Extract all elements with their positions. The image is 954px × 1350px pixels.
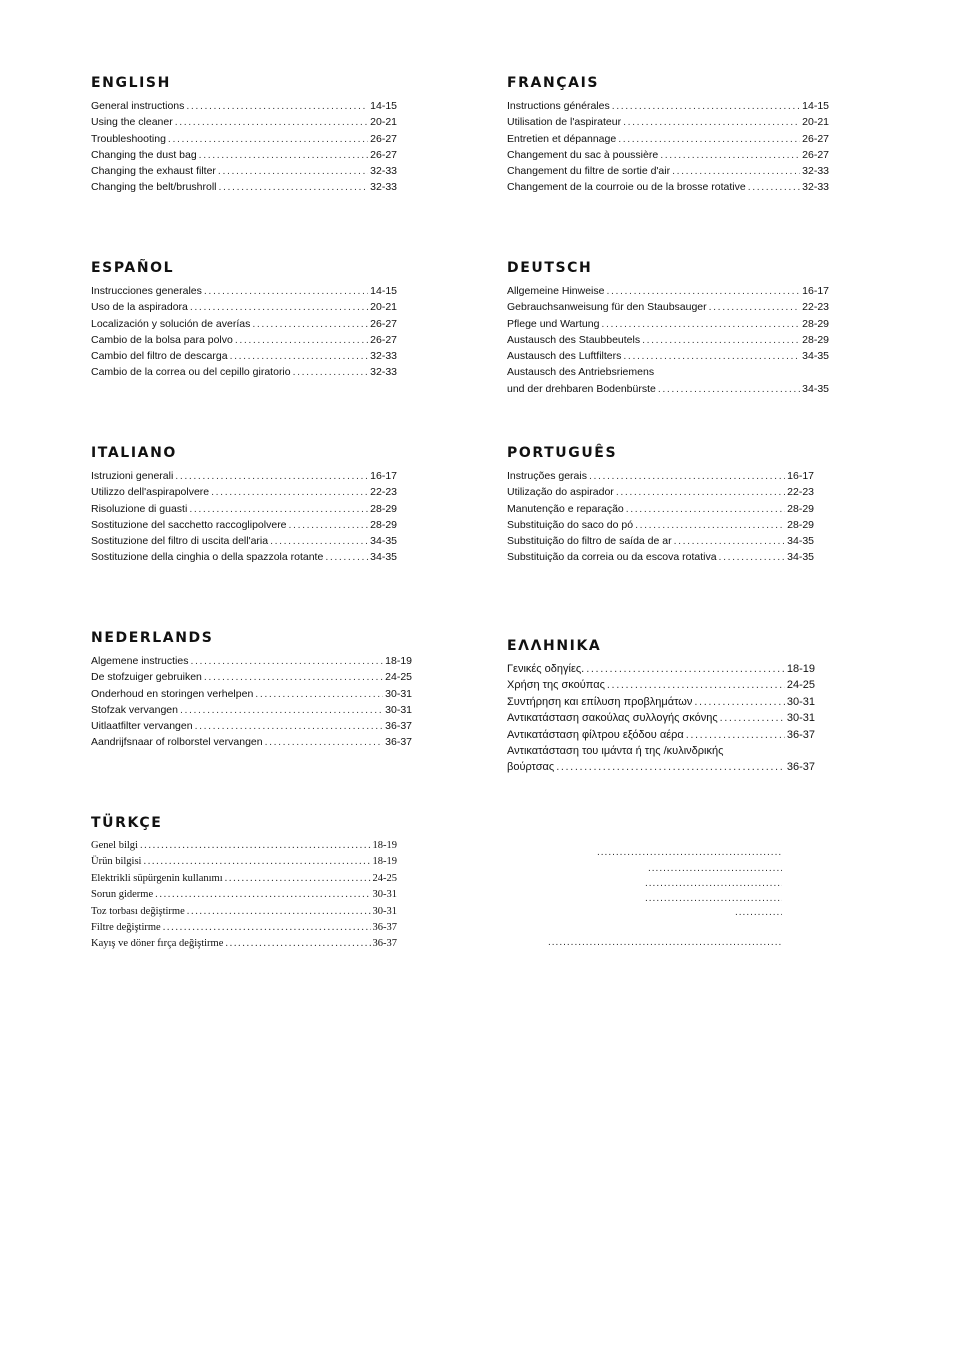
toc-entry	[91, 316, 397, 332]
toc-entry-pages: 22-23	[787, 486, 814, 499]
section-heading: ESPAÑOL	[91, 260, 175, 276]
dot-leader	[672, 163, 800, 179]
toc-entry	[507, 283, 829, 299]
toc-entry-pages: 26-27	[370, 148, 397, 161]
toc-entry-pages: 26-27	[802, 148, 829, 161]
toc-entry	[507, 710, 815, 726]
toc-entry-title: Substituição do saco do pó	[507, 518, 634, 531]
toc-entry	[91, 348, 397, 364]
toc-entry-title: Algemene instructies	[91, 655, 189, 667]
toc-entry	[507, 332, 829, 348]
toc-entry	[91, 468, 397, 484]
toc-entry-pages: 24-25	[385, 671, 412, 684]
toc-entry	[507, 179, 829, 195]
toc-entry	[91, 653, 412, 669]
toc-entry	[91, 904, 397, 920]
toc-entry-pages: 30-31	[385, 687, 412, 700]
toc-entry	[91, 163, 397, 179]
toc-entry-title: Instrucciones generales	[91, 285, 202, 297]
dot-leader	[618, 131, 800, 147]
dot-leader	[252, 316, 368, 332]
section-italiano	[91, 444, 397, 566]
toc-entry	[91, 686, 412, 702]
toc-entry-pages: 22-23	[370, 486, 397, 499]
dot-leader	[163, 920, 371, 936]
toc-entry-title: Instructions générales	[507, 100, 610, 112]
toc-entry-title: Sostituzione del sacchetto raccoglipolvere	[91, 518, 287, 531]
dot-leader	[289, 517, 369, 533]
section-heading: DEUTSCH	[507, 260, 593, 276]
toc-entry-pages: 28-29	[802, 333, 829, 346]
toc-entry	[507, 381, 829, 397]
toc-entry-pages: 14-15	[370, 285, 397, 297]
toc-entry	[507, 533, 814, 549]
toc-entry-title: Substituição do filtro de saída de ar	[507, 535, 672, 548]
toc-entry	[91, 854, 397, 870]
toc-entry-pages: 30-31	[372, 889, 397, 901]
toc-entry-title: Onderhoud en storingen verhelpen	[91, 687, 254, 700]
toc-entry	[507, 517, 814, 533]
dot-leader	[225, 871, 371, 887]
dot-leader	[623, 114, 800, 130]
section-deutsch	[507, 259, 829, 397]
toc-entry-pages: 32-33	[370, 165, 397, 178]
toc-entry	[507, 364, 829, 380]
dot-leader	[648, 866, 782, 872]
toc-entry-title: Changement du filtre de sortie d'air	[507, 165, 671, 178]
toc-entry-title: Using the cleaner	[91, 116, 173, 129]
toc-entry-pages: 34-35	[787, 535, 814, 548]
toc-entry-title: Substituição da correia ou da escova rotativa	[507, 551, 717, 564]
toc-entry	[91, 114, 397, 130]
dot-leader	[270, 533, 368, 549]
toc-entry	[507, 677, 815, 693]
toc-entry	[507, 316, 829, 332]
dot-leader	[607, 677, 785, 693]
toc-entry-pages: 22-23	[802, 301, 829, 314]
dot-leader	[623, 348, 800, 364]
toc-entry-title: Utilização do aspirador	[507, 486, 614, 499]
toc-entry-pages: 28-29	[370, 502, 397, 515]
toc-entry-title: Changing the dust bag	[91, 148, 197, 161]
toc-entry	[91, 549, 397, 565]
toc-entry-title: βούρτσας	[507, 761, 555, 774]
toc-entry-title: Allgemeine Hinweise	[507, 285, 605, 297]
toc-entry-pages: 14-15	[802, 100, 829, 112]
toc-entry-title: Αντικατάσταση του ιμάντα ή της /κυλινδρικής	[507, 745, 724, 758]
dot-leader	[175, 468, 368, 484]
toc-entry-title: Sostituzione del filtro di uscita dell'aria	[91, 535, 269, 548]
dot-leader	[719, 549, 786, 565]
toc-entry-pages: 34-35	[370, 551, 397, 564]
toc-entry-title: Filtre değiştirme	[91, 922, 161, 934]
dot-leader	[606, 283, 800, 299]
toc-entry-pages: 30-31	[786, 695, 815, 708]
toc-entry-title: Cambio de la bolsa para polvo	[91, 333, 233, 346]
toc-entry	[91, 484, 397, 500]
toc-entry-pages: 32-33	[802, 165, 829, 178]
dot-leader	[748, 179, 800, 195]
toc-entry-title: Entretien et dépannage	[507, 132, 617, 145]
toc-entry-title: Troubleshooting	[91, 132, 166, 145]
toc-entry	[91, 332, 397, 348]
dot-leader	[199, 147, 368, 163]
toc-entry	[507, 114, 829, 130]
dot-leader	[225, 936, 370, 952]
toc-entry-pages: 26-27	[802, 132, 829, 145]
dot-leader	[616, 484, 785, 500]
toc-entry-pages: 36-37	[372, 938, 397, 950]
dot-leader	[642, 332, 800, 348]
toc-entry-pages: 34-35	[370, 535, 397, 548]
dot-leader	[612, 98, 800, 114]
toc-entry-title: De stofzuiger gebruiken	[91, 671, 202, 684]
toc-entry	[91, 299, 397, 315]
toc-entry	[507, 694, 815, 710]
toc-entry	[91, 920, 397, 936]
dot-leader	[325, 549, 368, 565]
toc-entry-pages: 18-19	[372, 856, 397, 868]
section-heading: NEDERLANDS	[91, 630, 214, 646]
toc-entry	[507, 549, 814, 565]
toc-entry-title: General instructions	[91, 100, 185, 112]
toc-entry	[507, 98, 829, 114]
section-espanol	[91, 259, 397, 381]
dot-leader	[204, 669, 383, 685]
toc-entry-title: Γενικές οδηγίες.	[507, 663, 585, 675]
dot-leader	[635, 517, 785, 533]
dot-leader	[686, 727, 785, 743]
toc-entry-title: Αντικατάσταση σακούλας συλλογής σκόνης	[507, 712, 718, 725]
toc-entry-pages: 20-21	[370, 116, 397, 129]
dot-leader	[597, 850, 782, 856]
section-francais	[507, 74, 829, 196]
toc-entry	[91, 131, 397, 147]
toc-entry-title: Utilizzo dell'aspirapolvere	[91, 486, 210, 499]
toc-entry-pages: 32-33	[370, 181, 397, 194]
section-heading: ENGLISH	[91, 75, 171, 91]
toc-entry-pages: 26-27	[370, 317, 397, 330]
toc-entry-pages: 30-31	[372, 905, 397, 917]
section-nederlands	[91, 629, 412, 751]
toc-entry-pages: 30-31	[385, 703, 412, 716]
toc-entry	[91, 838, 397, 854]
section-english	[91, 74, 397, 196]
toc-entry	[91, 871, 397, 887]
toc-entry-title: Utilisation de l'aspirateur	[507, 116, 622, 129]
toc-entry-pages: 34-35	[787, 551, 814, 564]
toc-entry-title: Ürün bilgisi	[91, 856, 142, 868]
toc-entry-title: Manutenção e reparação	[507, 502, 624, 515]
toc-entry-title: Gebrauchsanweisung für den Staubsauger	[507, 301, 707, 314]
dot-leader	[211, 484, 368, 500]
dot-leader	[694, 694, 784, 710]
toc-entry-pages: 36-37	[385, 720, 412, 733]
dot-leader	[219, 179, 369, 195]
toc-entry-title: Συντήρηση και επίλυση προβλημάτων	[507, 695, 693, 708]
toc-entry	[507, 759, 815, 775]
toc-entry-pages: 18-19	[786, 663, 815, 675]
toc-entry-title: Changement de la courroie ou de la brosse rotative	[507, 181, 746, 194]
dot-leader	[204, 283, 368, 299]
dot-leader	[709, 299, 801, 315]
toc-entry-pages: 28-29	[802, 317, 829, 330]
toc-entry	[507, 348, 829, 364]
toc-entry-pages: 36-37	[786, 728, 815, 741]
toc-entry-pages: 28-29	[787, 502, 814, 515]
toc-entry-title: Instruções gerais	[507, 470, 587, 482]
toc-entry-title: und der drehbaren Bodenbürste	[507, 382, 656, 395]
dot-leader	[140, 838, 371, 854]
toc-entry-title: Genel bilgi	[91, 840, 138, 851]
toc-entry-pages: 32-33	[370, 366, 397, 379]
toc-entry-title: Risoluzione di guasti	[91, 502, 188, 515]
dot-leader	[186, 98, 368, 114]
dot-leader	[601, 316, 800, 332]
toc-entry	[91, 669, 412, 685]
toc-entry	[507, 468, 814, 484]
dot-leader	[189, 501, 368, 517]
dot-leader	[556, 759, 785, 775]
toc-entry-title: Changing the belt/brushroll	[91, 181, 217, 194]
toc-entry-pages: 32-33	[370, 350, 397, 363]
dot-leader	[293, 364, 369, 380]
toc-entry-pages: 26-27	[370, 333, 397, 346]
toc-entry-title: Elektrikli süpürgenin kullanımı	[91, 872, 223, 884]
toc-entry-title: Kayış ve döner fırça değiştirme	[91, 938, 224, 950]
toc-entry-title: Sorun giderme	[91, 889, 154, 901]
toc-entry-title: Austausch des Luftfilters	[507, 350, 622, 363]
toc-entry	[91, 936, 397, 952]
section-heading: ITALIANO	[91, 445, 177, 461]
dot-leader	[180, 702, 383, 718]
toc-entry	[507, 163, 829, 179]
toc-entry-pages: 26-27	[370, 132, 397, 145]
section-heading: PORTUGUÊS	[507, 445, 618, 461]
toc-entry	[507, 727, 815, 743]
toc-entry-title: Uitlaatfilter vervangen	[91, 720, 193, 733]
toc-entry-pages: 36-37	[385, 736, 412, 749]
dot-leader	[255, 686, 383, 702]
toc-entry	[507, 131, 829, 147]
toc-entry	[91, 98, 397, 114]
dot-leader	[187, 904, 371, 920]
toc-entry-pages: 20-21	[370, 301, 397, 314]
toc-entry-pages: 36-37	[786, 761, 815, 774]
dot-leader	[658, 381, 800, 397]
dot-leader	[230, 348, 369, 364]
toc-entry-pages: 16-17	[370, 470, 397, 482]
toc-entry-title: Changing the exhaust filter	[91, 165, 216, 178]
dot-leader	[190, 653, 383, 669]
dot-leader	[235, 332, 368, 348]
toc-entry	[91, 501, 397, 517]
toc-entry-pages: 28-29	[787, 518, 814, 531]
toc-entry	[91, 283, 397, 299]
toc-entry-pages: 34-35	[802, 382, 829, 395]
section-heading: FRANÇAIS	[507, 75, 600, 91]
dot-leader	[735, 910, 782, 916]
toc-entry	[91, 517, 397, 533]
toc-entry-pages: 16-17	[802, 285, 829, 297]
dot-leader	[586, 661, 785, 677]
toc-entry	[91, 702, 412, 718]
dot-leader	[674, 533, 786, 549]
toc-entry-pages: 28-29	[370, 518, 397, 531]
toc-entry-title: Changement du sac à poussière	[507, 148, 659, 161]
toc-entry-pages: 24-25	[786, 679, 815, 692]
toc-entry	[507, 484, 814, 500]
dot-leader	[218, 163, 368, 179]
section-turkce	[91, 814, 397, 953]
toc-entry-pages: 14-15	[370, 100, 397, 112]
toc-entry	[91, 734, 412, 750]
toc-entry	[91, 364, 397, 380]
toc-entry	[91, 147, 397, 163]
dot-leader	[143, 854, 370, 870]
toc-entry-title: Αντικατάσταση φίλτρου εξόδου αέρα	[507, 728, 684, 741]
toc-entry-pages: 20-21	[802, 116, 829, 129]
toc-entry-title: Sostituzione della cinghia o della spazzola rotante	[91, 551, 324, 564]
toc-entry-title: Istruzioni generali	[91, 470, 174, 482]
dot-leader	[168, 131, 368, 147]
dot-leader	[195, 718, 384, 734]
toc-entry	[507, 501, 814, 517]
toc-entry-title: Aandrijfsnaar of rolborstel vervangen	[91, 736, 263, 749]
toc-entry-title: Localización y solución de averías	[91, 317, 251, 330]
toc-entry	[507, 299, 829, 315]
toc-entry-title: Cambio del filtro de descarga	[91, 350, 228, 363]
toc-entry-title: Χρήση της σκούπας	[507, 679, 605, 692]
toc-entry-title: Uso de la aspiradora	[91, 301, 188, 314]
dot-leader	[155, 887, 370, 903]
section-portugues	[507, 444, 814, 566]
dot-leader	[720, 710, 785, 726]
toc-entry	[507, 743, 815, 759]
dot-leader	[645, 896, 782, 902]
toc-entry	[91, 887, 397, 903]
toc-entry-title: Pflege und Wartung	[507, 317, 600, 330]
toc-entry-pages: 24-25	[372, 872, 397, 884]
toc-entry-pages: 34-35	[802, 350, 829, 363]
toc-entry	[507, 661, 815, 677]
toc-entry-pages: 36-37	[372, 922, 397, 934]
toc-entry	[91, 718, 412, 734]
dot-leader	[175, 114, 368, 130]
toc-entry	[91, 533, 397, 549]
dot-leader	[626, 501, 785, 517]
dot-leader	[645, 881, 782, 887]
section-heading: ΕΛΛΗΝΙΚΑ	[507, 638, 602, 654]
toc-entry-pages: 18-19	[385, 655, 412, 667]
toc-entry-pages: 18-19	[372, 840, 397, 851]
toc-entry-pages: 30-31	[786, 712, 815, 725]
toc-entry-title: Toz torbası değiştirme	[91, 905, 185, 917]
toc-entry	[91, 179, 397, 195]
dot-leader	[660, 147, 800, 163]
section-heading: TÜRKÇE	[91, 815, 163, 831]
toc-entry	[507, 147, 829, 163]
dot-leader	[589, 468, 785, 484]
toc-entry-title: Austausch des Antriebsriemens	[507, 366, 655, 379]
toc-entry-title: Austausch des Staubbeutels	[507, 333, 641, 346]
toc-entry-pages: 32-33	[802, 181, 829, 194]
toc-entry-title: Stofzak vervangen	[91, 703, 178, 716]
section-ellinika	[507, 637, 815, 776]
toc-entry-pages: 16-17	[787, 470, 814, 482]
dot-leader	[265, 734, 384, 750]
dot-leader	[190, 299, 368, 315]
toc-entry-title: Cambio de la correa ou del cepillo giratorio	[91, 366, 291, 379]
dot-leader	[548, 940, 782, 946]
